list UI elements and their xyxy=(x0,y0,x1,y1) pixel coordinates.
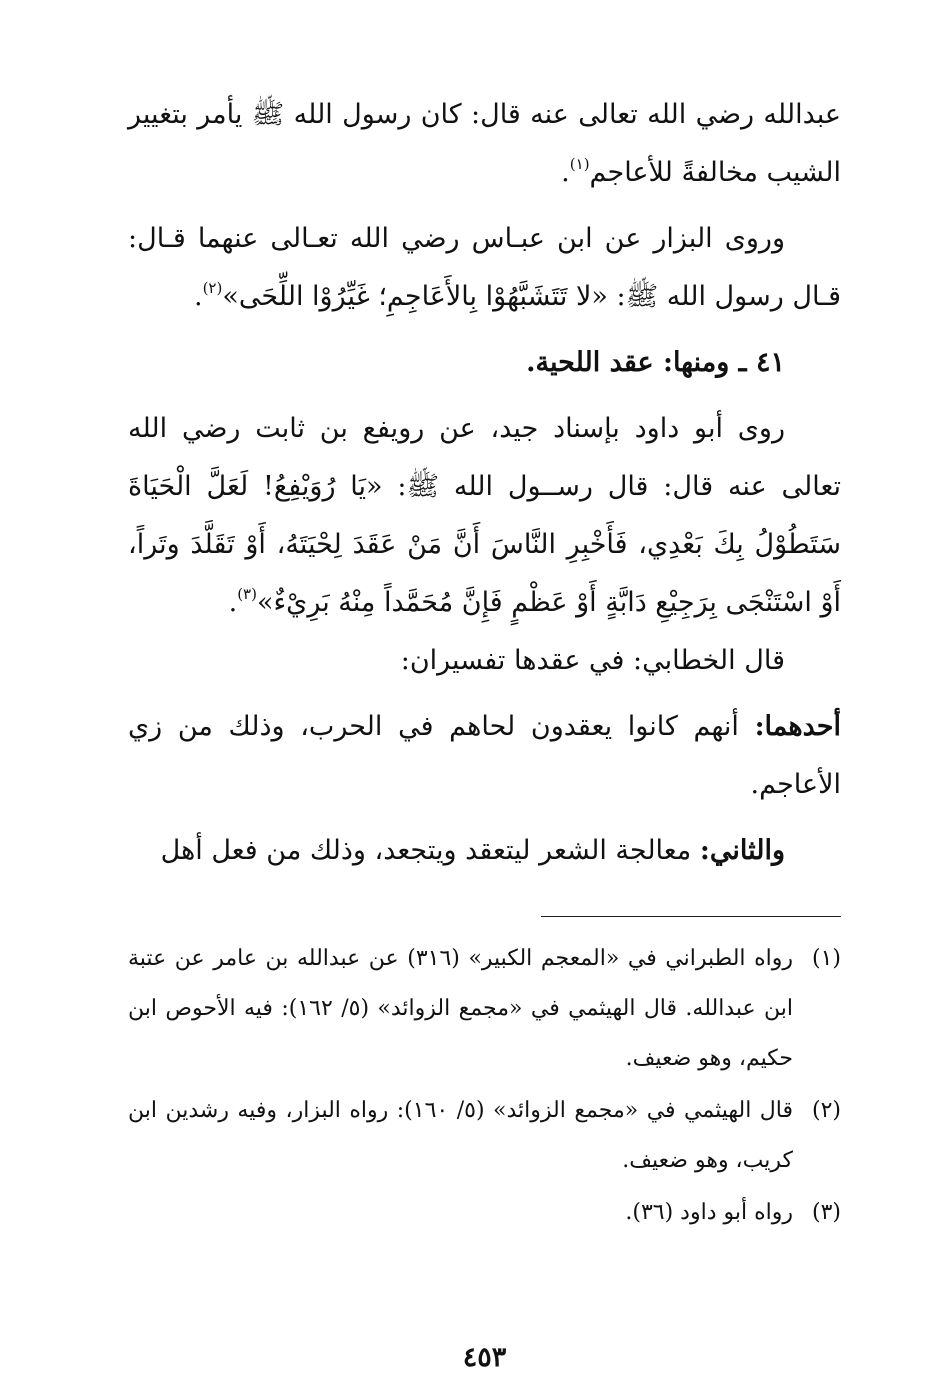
footnote-2 xyxy=(128,1086,841,1186)
footnote-3 xyxy=(128,1188,841,1238)
book-page xyxy=(128,86,841,1383)
footnote-text: رواه الطبراني في «المعجم الكبير» (٣١٦) عن عبدالله بن عامر عن عتبة ابن عبدالله. قال الهيثمي في «مجمع الزوائد» (٥/ ١٦٢): فيه الأحوص ابن حكيم، وهو ضعيف. xyxy=(128,946,794,1071)
footnote-number: (٣) xyxy=(811,1200,841,1225)
section-heading: ٤١ ـ ومنها: عقد اللحية. xyxy=(526,347,785,378)
paragraph-1: عبدالله رضي الله تعالى عنه قال: كان رسول الله ﷺ يأمر بتغيير الشيب مخالفةً للأعاجم$^{(١)}$. xyxy=(128,99,841,188)
footnote-1 xyxy=(128,934,841,1084)
paragraph-2: وروى البزار عن ابن عبـاس رضي الله تعـالى عنهما قـال: قـال رسول الله ﷺ: «لا تَتَشَبَّهُوْا بِالأَعَاجِمِ؛ غَيِّرُوْا اللِّحَى»$^{(٢)}$. xyxy=(128,223,841,312)
first-interpretation-label: أحدهما: xyxy=(754,711,841,742)
footnote-divider xyxy=(541,916,841,917)
footnote-text: قال الهيثمي في «مجمع الزوائد» (٥/ ١٦٠): رواه البزار، وفيه رشدين ابن كريب، وهو ضعيف. xyxy=(128,1098,794,1173)
paragraph-6: والثاني: معالجة الشعر ليتعقد ويتجعد، وذلك من فعل أهل xyxy=(160,835,785,866)
footnotes xyxy=(128,934,841,1240)
footnote-ref-1: (١) xyxy=(569,155,590,173)
paragraph-4: قال الخطابي: في عقدها تفسيران: xyxy=(400,645,785,676)
footnote-ref-3: (٣) xyxy=(237,585,257,603)
main-text xyxy=(128,86,841,880)
page-number: ٤٥٣ xyxy=(462,1342,507,1373)
footnote-number: (٢) xyxy=(811,1098,841,1123)
second-interpretation-label: والثاني: xyxy=(699,835,785,866)
footnote-number: (١) xyxy=(811,946,841,971)
paragraph-5: أحدهما: أنهم كانوا يعقدون لحاهم في الحرب، وذلك من زي الأعاجم. xyxy=(128,711,841,800)
paragraph-3: روى أبو داود بإسناد جيد، عن رويفع بن ثابت رضي الله تعالى عنه قال: قال رســول الله ﷺ: «يَا رُوَيْفِعُ! لَعَلَّ الْحَيَاةَ سَتَطُوْلُ بِكَ بَعْدِي، فَأَخْبِرِ النَّاسَ أَنَّ مَنْ عَقَدَ لِحْيَتَهُ، أَوْ تَقَلَّدَ وتَراً، أَوْ اسْتَنْجَى بِرَجِيْعِ دَابَّةٍ أَوْ عَظْمٍ فَإِنَّ مُحَمَّداً مِنْهُ بَرِيْءٌ»$^{(٣)}$. xyxy=(128,413,841,618)
footnote-text: رواه أبو داود (٣٦). xyxy=(625,1200,793,1225)
footnote-ref-2: (٢) xyxy=(202,279,223,297)
